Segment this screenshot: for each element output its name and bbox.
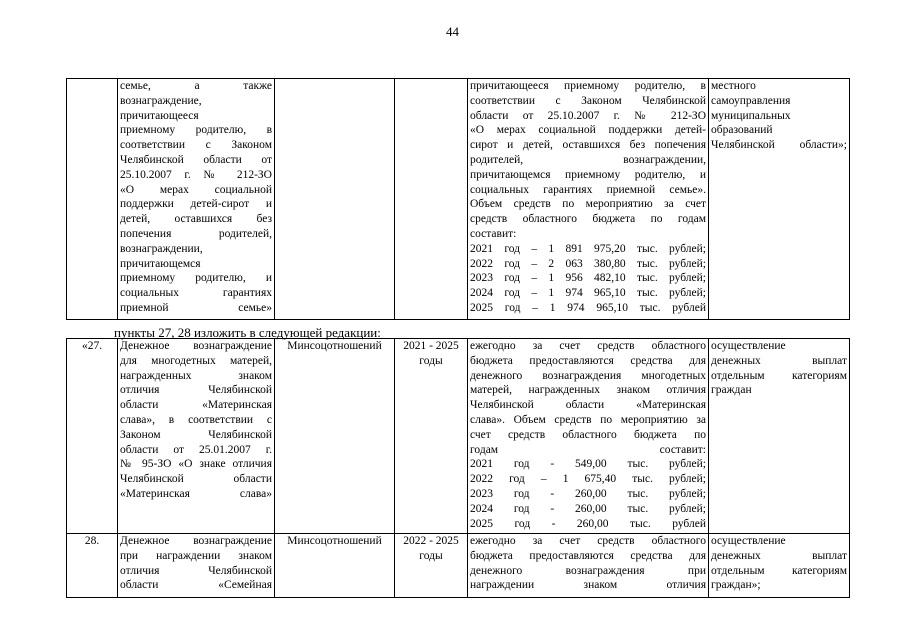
text-line: приемному родителю, в xyxy=(120,124,272,137)
row-number-cell xyxy=(67,79,118,320)
text-line: 2025 год - 260,00 тыс. рублей xyxy=(470,517,706,530)
row-number-cell: 28. xyxy=(67,534,118,598)
period-cell: 2022 - 2025 годы xyxy=(395,534,468,598)
text-line: причитающемся xyxy=(120,257,201,270)
text-line: граждан xyxy=(711,384,752,397)
text-line: причитающееся приемному родителю, в xyxy=(470,80,706,92)
text-line: № 95-ЗО «О знаке отличия xyxy=(120,458,272,471)
text-line: образований xyxy=(711,124,773,137)
text-line: составит: xyxy=(470,227,517,240)
text-line: бюджета предоставляются средства для xyxy=(470,549,706,562)
section-heading: пункты 27, 28 изложить в следующей редакции: xyxy=(114,325,381,340)
text-line: отдельным категориям xyxy=(711,564,847,577)
table-row xyxy=(67,339,850,534)
description-text xyxy=(470,534,706,593)
text-line: соответствии с Законом xyxy=(120,139,272,152)
text-line: приемной семье» xyxy=(120,301,272,314)
description-cell xyxy=(468,339,709,534)
period-cell xyxy=(395,79,468,320)
text-line: отличия Челябинской xyxy=(120,564,272,577)
text-line: граждан»; xyxy=(711,579,761,592)
result-text xyxy=(711,534,847,593)
text-line: средств областного бюджета по годам xyxy=(470,213,706,226)
text-line: осуществление xyxy=(711,340,786,352)
text-line: осуществление xyxy=(711,535,786,547)
text-line: денежных выплат xyxy=(711,549,847,562)
measure-name-cell xyxy=(118,534,275,598)
measure-name-text xyxy=(120,339,272,502)
text-line: «Материнская слава» xyxy=(120,487,272,500)
text-line: приемному родителю, и xyxy=(120,272,272,285)
measure-name-cell xyxy=(118,339,275,534)
period-cell: 2021 - 2025 годы xyxy=(395,339,468,534)
executor-cell xyxy=(275,79,395,320)
row-number-cell: «27. xyxy=(67,339,118,534)
text-line: области «Семейная xyxy=(120,579,272,592)
text-line: 2021 год – 1 891 975,20 тыс. рублей; xyxy=(470,242,706,255)
text-line: Денежное вознаграждение xyxy=(120,535,272,547)
table-row xyxy=(67,79,850,320)
text-line: вознаграждении, xyxy=(120,242,203,255)
text-line: вознаграждение, xyxy=(120,94,202,107)
text-line: Челябинской области от xyxy=(120,153,272,166)
text-line: причитающемся приемному родителю, и xyxy=(470,168,706,181)
text-line: при награждении знаком xyxy=(120,549,272,562)
result-cell xyxy=(709,534,850,598)
text-line: Денежное вознаграждение xyxy=(120,340,272,352)
text-line: Челябинской области xyxy=(120,473,272,486)
text-line: ежегодно за счет средств областного xyxy=(470,340,706,352)
text-line: соответствии с Законом Челябинской xyxy=(470,94,706,107)
text-line: 2024 год – 1 974 965,10 тыс. рублей; xyxy=(470,287,706,300)
result-cell xyxy=(709,79,850,320)
text-line: 2022 год – 2 063 380,80 тыс. рублей; xyxy=(470,257,706,270)
text-line: семье, а также xyxy=(120,80,272,92)
text-line: денежного вознаграждения многодетных xyxy=(470,369,706,382)
text-line: сирот и детей, оставшихся без попечения xyxy=(470,139,706,152)
text-line: социальных гарантиях приемной семье». xyxy=(470,183,706,196)
description-cell xyxy=(468,534,709,598)
text-line: денежных выплат xyxy=(711,354,847,367)
text-line: годам составит: xyxy=(470,443,706,456)
measure-name-text xyxy=(120,534,272,593)
text-line: слава». Объем средств по мероприятию за xyxy=(470,413,706,426)
text-line: муниципальных xyxy=(711,109,791,122)
text-line: 2023 год - 260,00 тыс. рублей; xyxy=(470,487,706,500)
text-line: самоуправления xyxy=(711,94,791,107)
result-text xyxy=(711,79,847,153)
text-line: Челябинской области «Материнская xyxy=(470,399,706,412)
text-line: детей, оставшихся без xyxy=(120,213,272,226)
text-line: бюджета предоставляются средства для xyxy=(470,354,706,367)
table-row xyxy=(67,534,850,598)
measure-name-cell xyxy=(118,79,275,320)
text-line: 2025 год – 1 974 965,10 тыс. рублей xyxy=(470,301,706,314)
text-line: счет средств областного бюджета по xyxy=(470,428,706,441)
text-line: «О мерах социальной xyxy=(120,183,272,196)
text-line: Челябинской области»; xyxy=(711,139,847,152)
text-line: Законом Челябинской xyxy=(120,428,272,441)
text-line: поддержки детей-сирот и xyxy=(120,198,272,211)
text-line: родителей, вознаграждении, xyxy=(470,153,706,166)
text-line: ежегодно за счет средств областного xyxy=(470,535,706,547)
measures-table xyxy=(66,338,850,598)
text-line: 2022 год – 1 675,40 тыс. рублей; xyxy=(470,473,706,486)
text-line: 25.10.2007 г. № 212-ЗО xyxy=(120,168,272,181)
text-line: отличия Челябинской xyxy=(120,384,272,397)
text-line: социальных гарантиях xyxy=(120,287,272,300)
text-line: 2021 год - 549,00 тыс. рублей; xyxy=(470,458,706,471)
text-line: награждении знаком отличия xyxy=(470,579,706,592)
text-line: области от 25.10.2007 г. № 212-ЗО xyxy=(470,109,706,122)
text-line: для многодетных матерей, xyxy=(120,354,272,367)
text-line: награжденных знаком xyxy=(120,369,272,382)
text-line: местного xyxy=(711,80,756,92)
text-line: области «Материнская xyxy=(120,399,272,412)
text-line: попечения родителей, xyxy=(120,227,272,240)
text-line: причитающееся xyxy=(120,109,199,122)
measure-name-text xyxy=(120,79,272,316)
result-cell xyxy=(709,339,850,534)
executor-cell: Минсоцотношений xyxy=(275,339,395,534)
text-line: отдельным категориям xyxy=(711,369,847,382)
description-text xyxy=(470,79,706,316)
text-line: матерей, награжденных знаком отличия xyxy=(470,384,706,397)
text-line: «О мерах социальной поддержки детей- xyxy=(470,124,706,137)
text-line: Объем средств по мероприятию за счет xyxy=(470,198,706,211)
text-line: денежного вознаграждения при xyxy=(470,564,706,577)
continued-table xyxy=(66,78,850,320)
description-text xyxy=(470,339,706,531)
result-text xyxy=(711,339,847,398)
page-number: 44 xyxy=(446,24,459,39)
text-line: 2024 год - 260,00 тыс. рублей; xyxy=(470,502,706,515)
executor-cell: Минсоцотношений xyxy=(275,534,395,598)
description-cell xyxy=(468,79,709,320)
text-line: слава», в соответствии с xyxy=(120,413,272,426)
text-line: области от 25.01.2007 г. xyxy=(120,443,272,456)
text-line: 2023 год – 1 956 482,10 тыс. рублей; xyxy=(470,272,706,285)
